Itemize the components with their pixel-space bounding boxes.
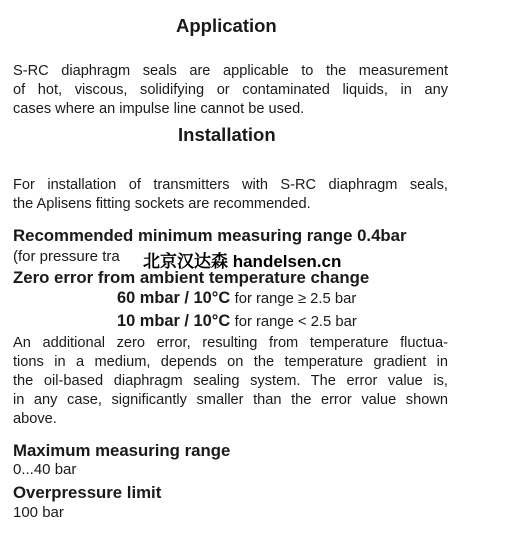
paragraph-line: S-RC diaphragm seals are applicable to the measurement bbox=[13, 63, 448, 79]
application-paragraph bbox=[13, 62, 448, 119]
application-heading: Application bbox=[176, 15, 277, 36]
zero-error-heading: Zero error from ambient temperature change bbox=[13, 268, 370, 287]
installation-paragraph bbox=[13, 176, 448, 214]
installation-heading: Installation bbox=[178, 124, 276, 145]
watermark: 北京汉达森 handelsen.cn bbox=[143, 252, 342, 271]
overpressure-label: Overpressure limit bbox=[13, 483, 162, 502]
paragraph-line: above. bbox=[13, 411, 57, 427]
zero-error-condition: for range < 2.5 bar bbox=[234, 314, 357, 330]
zero-error-row bbox=[117, 312, 357, 331]
max-range-value: 0...40 bar bbox=[13, 461, 77, 478]
zero-error-condition: for range ≥ 2.5 bar bbox=[234, 291, 357, 307]
zero-error-value: 10 mbar / 10°C bbox=[117, 312, 231, 330]
zero-error-row bbox=[117, 289, 356, 308]
paragraph-line: tions in a medium, depends on the temperature gradient in bbox=[13, 354, 448, 370]
min-range-note: (for pressure tra bbox=[13, 248, 120, 265]
overpressure-value: 100 bar bbox=[13, 504, 64, 521]
paragraph-line: cases where an impulse line cannot be used. bbox=[13, 101, 305, 117]
paragraph-line: of hot, viscous, solidifying or contaminated liquids, in any bbox=[13, 82, 448, 98]
max-range-label: Maximum measuring range bbox=[13, 441, 231, 460]
paragraph-line: For installation of transmitters with S-RC diaphragm seals, bbox=[13, 177, 448, 193]
paragraph-line: An additional zero error, resulting from temperature fluctua- bbox=[13, 335, 448, 351]
zero-error-paragraph bbox=[13, 334, 448, 429]
paragraph-line: the Aplisens fitting sockets are recommended. bbox=[13, 196, 311, 212]
min-range-label: Recommended minimum measuring range 0.4bar bbox=[13, 226, 407, 245]
paragraph-line: the oil-based diaphragm sealing system. The error value is, bbox=[13, 373, 448, 389]
paragraph-line: in any case, significantly smaller than the error value shown bbox=[13, 392, 448, 408]
zero-error-value: 60 mbar / 10°C bbox=[117, 289, 231, 307]
